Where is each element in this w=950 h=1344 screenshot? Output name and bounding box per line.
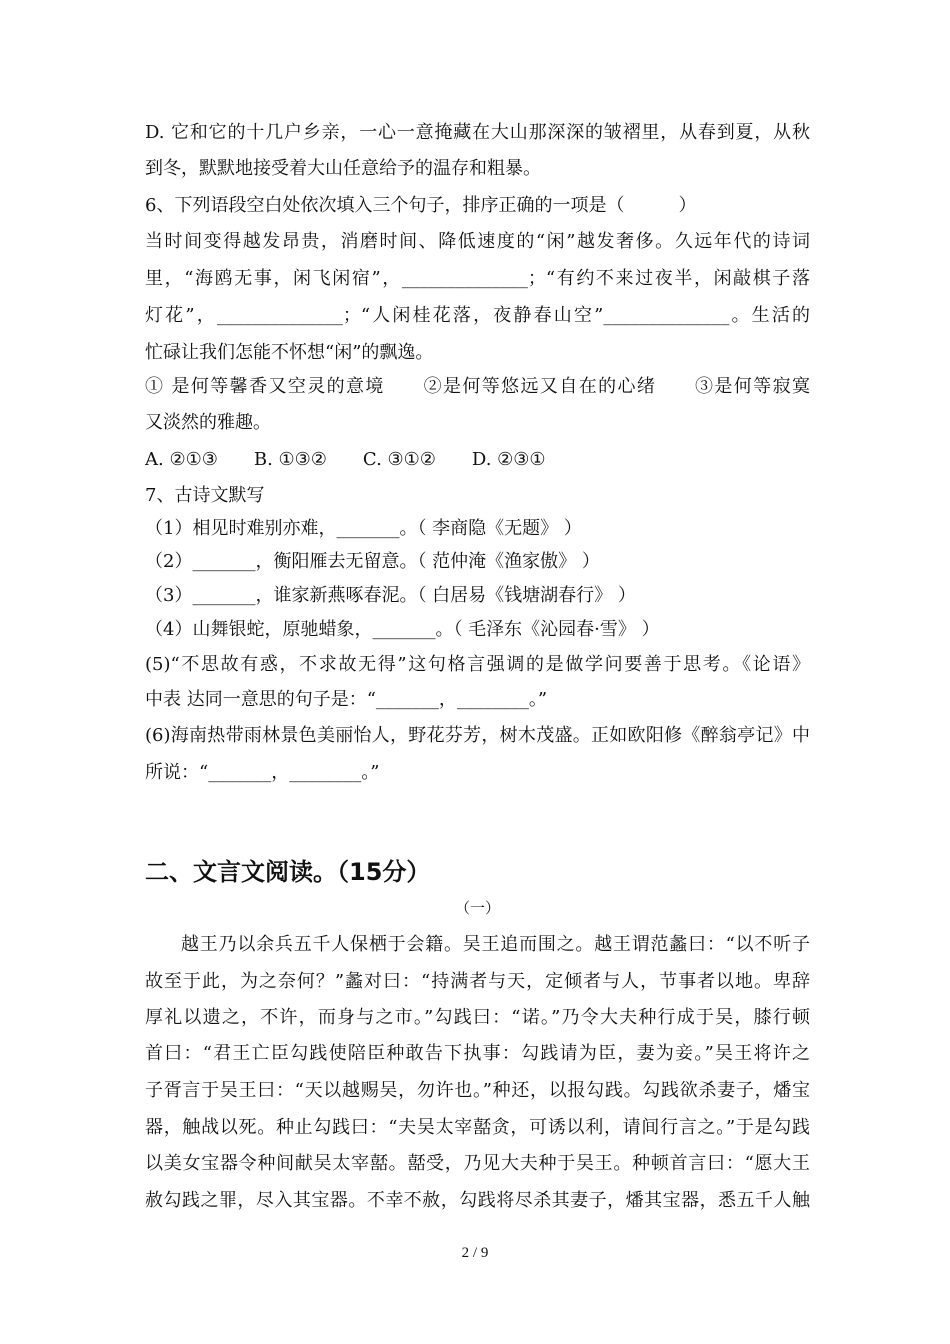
text-line: （1）相见时难别亦难，_______。（ 李商隐《无题》 ） bbox=[145, 518, 582, 539]
text-line: D. 它和它的十几户乡亲，一心一意掩藏在大山那深深的皱褶里，从春到夏，从秋 bbox=[145, 122, 810, 143]
passage-line: 赦勾践之罪，尽入其宝器。不幸不赦，勾践将尽杀其妻子，燔其宝器，悉五千人触 bbox=[145, 1190, 810, 1211]
text-line: （4）山舞银蛇，原驰蜡象，_______。（ 毛泽东《沁园春·雪》 ） bbox=[145, 619, 660, 640]
text-line: 灯花”，______________；“人闲桂花落，夜静春山空”______________。生活的 bbox=[145, 305, 810, 326]
page-number: 2 / 9 bbox=[461, 1245, 489, 1261]
passage-line: 器，触战以死。种止勾践曰：“夫吴太宰嚭贪，可诱以利，请间行言之。”于是勾践 bbox=[145, 1117, 810, 1138]
text-line: 7、古诗文默写 bbox=[145, 485, 265, 506]
passage-line: 子胥言于吴王曰：“天以越赐吴，勿许也。”种还，以报勾践。勾践欲杀妻子，燔宝 bbox=[145, 1080, 810, 1101]
text-line: 当时间变得越发昂贵，消磨时间、降低速度的“闲”越发奢侈。久远年代的诗词 bbox=[145, 231, 810, 252]
text-line: （2）_______，衡阳雁去无留意。（ 范仲淹《渔家傲》 ） bbox=[145, 551, 600, 572]
text-line: ① 是何等馨香又空灵的意境 ②是何等悠远又自在的心绪 ③是何等寂寞 bbox=[145, 376, 810, 397]
text-line: 又淡然的雅趣。 bbox=[145, 412, 271, 433]
text-line: 里，“海鸥无事，闲飞闲宿”，______________；“有约不来过夜半，闲敲棋子落 bbox=[145, 268, 810, 289]
text-line: （3）_______，谁家新燕啄春泥。（ 白居易《钱塘湖春行》 ） bbox=[145, 585, 636, 606]
text-line: 中表 达同一意思的句子是：“_______，________。” bbox=[145, 689, 548, 710]
passage-line: 以美女宝器令种间献吴太宰嚭。嚭受，乃见大夫种于吴王。种顿首言曰：“愿大王 bbox=[145, 1153, 810, 1174]
text-line: 到冬，默默地接受着大山任意给予的温存和粗暴。 bbox=[145, 158, 541, 179]
section-title: 二、文言文阅读。（15分） bbox=[145, 858, 431, 886]
text-line: 忙碌让我们怎能不怀想“闲”的飘逸。 bbox=[145, 342, 434, 363]
text-line: 6、下列语段空白处依次填入三个句子，排序正确的一项是（ ） bbox=[145, 195, 697, 216]
sub-title: （一） bbox=[454, 899, 500, 917]
passage-line: 故至于此，为之奈何？”蠡对曰：“持满者与天，定倾者与人，节事者以地。卑辞 bbox=[145, 971, 810, 992]
passage-line: 首曰：“君王亡臣勾践使陪臣种敢告下执事：勾践请为臣，妻为妾。”吴王将许之 bbox=[145, 1043, 810, 1064]
text-line: A. ②①③ B. ①③② C. ③①② D. ②③① bbox=[145, 449, 546, 470]
text-line: 所说：“_______，________。” bbox=[145, 762, 380, 783]
passage-line: 厚礼以遗之，不许，而身与之市。”勾践曰：“诺。”乃令大夫种行成于吴，膝行顿 bbox=[145, 1007, 810, 1028]
text-line: (6)海南热带雨林景色美丽怡人，野花芬芳，树木茂盛。正如欧阳修《醉翁亭记》中 bbox=[145, 725, 810, 746]
passage-line: 越王乃以余兵五千人保栖于会籍。吴王追而围之。越王谓范蠡曰：“以不听子 bbox=[181, 934, 810, 955]
text-line: (5)“不思故有惑，不求故无得”这句格言强调的是做学问要善于思考。《论语》 bbox=[145, 654, 810, 675]
